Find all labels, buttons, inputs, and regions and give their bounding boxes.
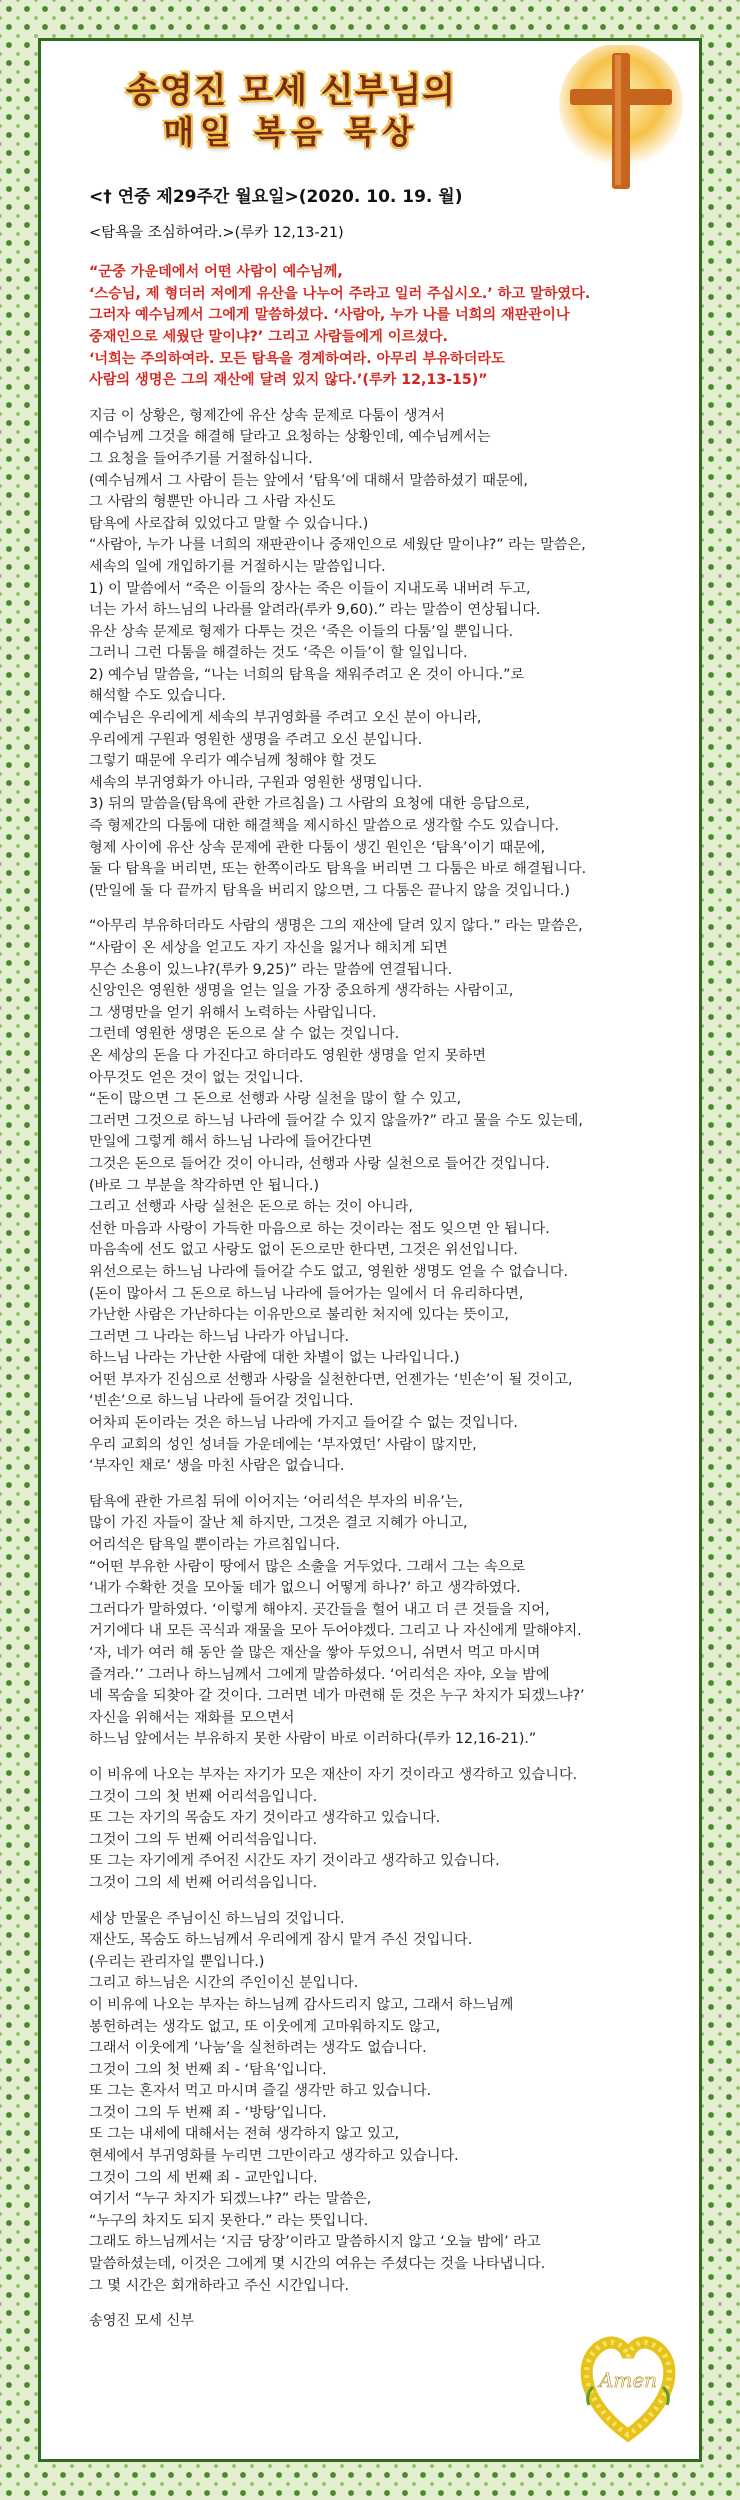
paragraph-line: 그것이 그의 첫 번째 어리석음입니다. [89,1788,318,1805]
paragraph-line: 또 그는 자기의 목숨도 자기 것이라고 생각하고 있습니다. [89,1810,441,1827]
paragraph-line: 그 사람의 형뿐만 아니라 그 사람 자신도 [89,494,336,511]
paragraph-line: 그 생명만을 얻기 위해서 노력하는 사람입니다. [89,1004,377,1021]
paragraph-line: 그러다가 말하였다. ‘이렇게 해야지. 곳간들을 헐어 내고 더 큰 것들을 지어, [89,1601,550,1618]
paragraph-line: 해석할 수도 있습니다. [89,688,226,705]
signature: 송영진 모세 신부 [89,2313,194,2330]
paragraph-line: 위선으로는 하느님 나라에 들어갈 수도 없고, 영원한 생명도 얻을 수 없습니다. [89,1263,568,1280]
paragraph-line: 탐욕에 관한 가르침 뒤에 이어지는 ‘어리석은 부자의 비유’는, [89,1493,464,1510]
paragraph-line: 선한 마음과 사랑이 가득한 마음으로 하는 것이라는 점도 잊으면 안 됩니다. [89,1220,550,1237]
cross-icon [546,45,696,195]
amen-text: Amen [598,2368,658,2392]
paragraph [89,1765,689,1895]
paragraph-line: 그렇기 때문에 우리가 예수님께 청해야 할 것도 [89,753,377,770]
date-heading: <† 연중 제29주간 월요일>(2020. 10. 19. 월) [89,187,463,207]
paragraph-line: 가난한 사람은 가난하다는 이유만으로 불리한 처지에 있다는 뜻이고, [89,1307,509,1324]
paragraph-line: 세속의 일에 개입하기를 거절하시는 말씀입니다. [89,558,386,575]
paragraph-line: 여기서 “누구 차지가 되겠느냐?” 라는 말씀은, [89,2191,372,2208]
paragraph-line: (돈이 많아서 그 돈으로 하느님 나라에 들어가는 일에서 더 유리하다면, [89,1285,524,1302]
page-subtitle: 매일 복음 묵상 [163,113,419,151]
paragraph-line: 그것은 돈으로 들어간 것이 아니라, 선행과 사랑 실천으로 들어간 것입니다. [89,1155,550,1172]
paragraph-line: 하느님 나라는 가난한 사람에 대한 차별이 없는 나라입니다.) [89,1350,460,1367]
paragraph-line: 만일에 그렇게 해서 하느님 나라에 들어간다면 [89,1134,372,1151]
paragraph-line: 1) 이 말씀에서 “죽은 이들의 장사는 죽은 이들이 지내도록 내버려 두고, [89,580,531,597]
paragraph-line: 지금 이 상황은, 형제간에 유산 상속 문제로 다툼이 생겨서 [89,407,445,424]
paragraph-line: 그 요청을 들어주기를 거절하십니다. [89,450,313,467]
header [41,41,699,171]
gospel-line: ‘너희는 주의하여라. 모든 탐욕을 경계하여라. 아무리 부유하더라도 [89,350,505,367]
paragraph-line: 그것이 그의 두 번째 어리석음입니다. [89,1831,318,1848]
paragraph-line: (만일에 둘 다 끝까지 탐욕을 버리지 않으면, 그 다툼은 끝나지 않을 것입니다.) [89,882,570,899]
paragraph-line: 3) 뒤의 말씀을(탐욕에 관한 가르침을) 그 사람의 요청에 대한 응답으로, [89,796,530,813]
paragraph-line: “사람이 온 세상을 얻고도 자기 자신을 잃거나 해치게 되면 [89,940,448,956]
paragraph-line: 또 그는 혼자서 먹고 마시며 즐길 생각만 하고 있습니다. [89,2083,432,2100]
heart-wreath-icon [573,2317,683,2447]
paragraph-line: 어차피 돈이라는 것은 하느님 나라에 가지고 들어갈 수 없는 것입니다. [89,1415,518,1432]
paragraph-line: 유산 상속 문제로 형제가 다투는 것은 ‘죽은 이들의 다툼’일 뿐입니다. [89,623,514,640]
paragraph [89,406,689,903]
paragraph-line: 즐겨라.’’ 그러나 하느님께서 그에게 말씀하셨다. ‘어리석은 자야, 오늘 밤에 [89,1666,550,1683]
paragraph [89,1492,689,1751]
paragraph-line: 그러면 그 나라는 하느님 나라가 아닙니다. [89,1328,350,1345]
paragraph-line: 신앙인은 영원한 생명을 얻는 일을 가장 중요하게 생각하는 사람이고, [89,983,514,1000]
paragraph-line: 그 몇 시간은 회개하라고 주신 시간입니다. [89,2277,350,2294]
gospel-line: “군중 가운데에서 어떤 사람이 예수님께, [89,264,343,281]
paragraph [89,1909,689,2298]
gospel-line: 사람의 생명은 그의 재산에 달려 있지 않다.’(루카 12,13-15)” [89,372,488,389]
paragraph-line: 또 그는 자기에게 주어진 시간도 자기 것이라고 생각하고 있습니다. [89,1853,500,1870]
paragraph-line: 예수님께 그것을 해결해 달라고 요청하는 상황인데, 예수님께서는 [89,429,491,446]
paragraph-line: 그런데 영원한 생명은 돈으로 살 수 없는 것입니다. [89,1026,400,1043]
paragraph-line: 2) 예수님 말씀을, “나는 너희의 탐욕을 채워주려고 온 것이 아니다.”로 [89,666,525,683]
paragraph-line: 그리고 선행과 사랑 실천은 돈으로 하는 것이 아니라, [89,1199,413,1216]
gospel-passage [89,262,689,392]
paragraph-line: “돈이 많으면 그 돈으로 선행과 사랑 실천을 많이 할 수 있고, [89,1091,462,1108]
paragraph-line: “누구의 차지도 되지 못한다.” 라는 뜻입니다. [89,2212,369,2229]
paragraph-line: 네 목숨을 되찾아 갈 것이다. 그러면 네가 마련해 둔 것은 누구 차지가 되겠느냐?’ [89,1688,585,1705]
paragraph-line: 이 비유에 나오는 부자는 자기가 모은 재산이 자기 것이라고 생각하고 있습니다. [89,1766,578,1783]
paragraph-line: 어리석은 탐욕일 뿐이라는 가르침입니다. [89,1537,341,1554]
paragraph-line: 이 비유에 나오는 부자는 하느님께 감사드리지 않고, 그래서 하느님께 [89,1996,514,2013]
paragraphs [89,406,689,2297]
paragraph-line: 봉헌하려는 생각도 없고, 또 이웃에게 고마워하지도 않고, [89,2018,441,2035]
scripture-reference: <탐욕을 조심하여라.>(루카 12,13-21) [89,224,344,241]
paragraph-line: 거기에다 내 모든 곡식과 재물을 모아 두어야겠다. 그리고 나 자신에게 말해야지. [89,1623,582,1640]
paragraph-line: “어떤 부유한 사람이 땅에서 많은 소출을 거두었다. 그래서 그는 속으로 [89,1558,526,1575]
meditation-body [89,187,689,2333]
paragraph-line: 자신을 위해서는 재화를 모으면서 [89,1709,295,1726]
page-title: 송영진 모세 신부님의 [125,71,457,111]
paragraph-line: 그래서 이웃에게 ‘나눔’을 실천하려는 생각도 없습니다. [89,2040,427,2057]
paragraph [89,916,689,1477]
paragraph-line: 하느님 앞에서는 부유하지 못한 사람이 바로 이러하다(루카 12,16-21).” [89,1731,537,1748]
paragraph-line: 그것이 그의 세 번째 어리석음입니다. [89,1874,318,1891]
page-card [38,38,702,2462]
paragraph-line: 세상 만물은 주님이신 하느님의 것입니다. [89,1910,345,1927]
paragraph-line: (예수님께서 그 사람이 듣는 앞에서 ‘탐욕’에 대해서 말씀하셨기 때문에, [89,472,528,489]
paragraph-line: 너는 가서 하느님의 나라를 알려라(루카 9,60).” 라는 말씀이 연상됩니다. [89,602,541,619]
paragraph-line: ‘빈손’으로 하느님 나라에 들어갈 것입니다. [89,1393,354,1410]
paragraph-line: 즉 형제간의 다툼에 대한 해결책을 제시하신 말씀으로 생각할 수도 있습니다. [89,818,559,835]
paragraph-line: 무슨 소용이 있느냐?(루카 9,25)” 라는 말씀에 연결됩니다. [89,961,453,978]
paragraph-line: 재산도, 목숨도 하느님께서 우리에게 잠시 맡겨 주신 것입니다. [89,1932,473,1949]
paragraph-line: 그러면 그것으로 하느님 나라에 들어갈 수 있지 않을까?” 라고 물을 수도 있는데, [89,1112,583,1129]
paragraph-line: “아무리 부유하더라도 사람의 생명은 그의 재산에 달려 있지 않다.” 라는 말씀은, [89,918,583,935]
gospel-line: 중재인으로 세웠단 말이냐?’ 그리고 사람들에게 이르셨다. [89,328,448,345]
paragraph-line: 세속의 부귀영화가 아니라, 구원과 영원한 생명입니다. [89,774,423,791]
paragraph-line: 그리고 하느님은 시간의 주인이신 분입니다. [89,1975,359,1992]
paragraph-line: 온 세상의 돈을 다 가진다고 하더라도 영원한 생명을 얻지 못하면 [89,1047,486,1064]
paragraph-line: (바로 그 부분을 착각하면 안 됩니다.) [89,1177,320,1194]
paragraph-line: ‘내가 수확한 것을 모아둘 데가 없으니 어떻게 하나?’ 하고 생각하였다. [89,1580,521,1597]
paragraph-line: 마음속에 선도 없고 사랑도 없이 돈으로만 한다면, 그것은 위선입니다. [89,1242,518,1259]
paragraph-line: 그러니 그런 다툼을 해결하는 것도 ‘죽은 이들’이 할 일입니다. [89,645,468,662]
gospel-line: 그러자 예수님께서 그에게 말씀하셨다. ‘사람아, 누가 나를 너희의 재판관이나 [89,307,570,324]
paragraph-line: 탐욕에 사로잡혀 있었다고 말할 수 있습니다.) [89,515,369,532]
paragraph-line: 말씀하셨는데, 이것은 그에게 몇 시간의 여유는 주셨다는 것을 나타냅니다. [89,2256,546,2273]
paragraph-line: 그것이 그의 세 번째 죄 - 교만입니다. [89,2169,318,2186]
paragraph-line: 현세에서 부귀영화를 누리면 그만이라고 생각하고 있습니다. [89,2148,459,2165]
paragraph-line: 우리 교회의 성인 성녀들 가운데에는 ‘부자였던’ 사람이 많지만, [89,1436,477,1453]
paragraph-line: 많이 가진 자들이 잘난 체 하지만, 그것은 결코 지혜가 아니고, [89,1515,468,1532]
paragraph-line: 우리에게 구원과 영원한 생명을 주려고 오신 분입니다. [89,731,423,748]
paragraph-line: ‘부자인 채로’ 생을 마친 사람은 없습니다. [89,1458,345,1475]
paragraph-line: 그래도 하느님께서는 ‘지금 당장’이라고 말씀하시지 않고 ‘오늘 밤에’ 라고 [89,2234,541,2251]
paragraph-line: 어떤 부자가 진심으로 선행과 사랑을 실천한다면, 언젠가는 ‘빈손’이 될 것이고, [89,1371,573,1388]
paragraph-line: 예수님은 우리에게 세속의 부귀영화를 주려고 오신 분이 아니라, [89,710,482,727]
paragraph-line: 또 그는 내세에 대해서는 전혀 생각하지 않고 있고, [89,2126,400,2143]
paragraph-line: (우리는 관리자일 뿐입니다.) [89,1953,265,1970]
gospel-line: ‘스승님, 제 형더러 저에게 유산을 나누어 주라고 일러 주십시오.’ 하고 말하였다. [89,285,591,302]
paragraph-line: 그것이 그의 첫 번째 죄 - ‘탐욕’입니다. [89,2061,327,2078]
paragraph-line: ‘자, 네가 여러 해 동안 쓸 많은 재산을 쌓아 두었으니, 쉬면서 먹고 마시며 [89,1645,541,1661]
paragraph-line: 형제 사이에 유산 상속 문제에 관한 다툼이 생긴 원인은 ‘탐욕’이기 때문에, [89,839,546,856]
paragraph-line: 둘 다 탐욕을 버리면, 또는 한쪽이라도 탐욕을 버리면 그 다툼은 바로 해결됩니다. [89,861,587,878]
paragraph-line: 그것이 그의 두 번째 죄 - ‘방탕’입니다. [89,2104,327,2121]
paragraph-line: “사람아, 누가 나를 너희의 재판관이나 중재인으로 세웠단 말이냐?” 라는 말씀은, [89,537,586,554]
paragraph-line: 아무것도 얻은 것이 없는 것입니다. [89,1069,304,1086]
